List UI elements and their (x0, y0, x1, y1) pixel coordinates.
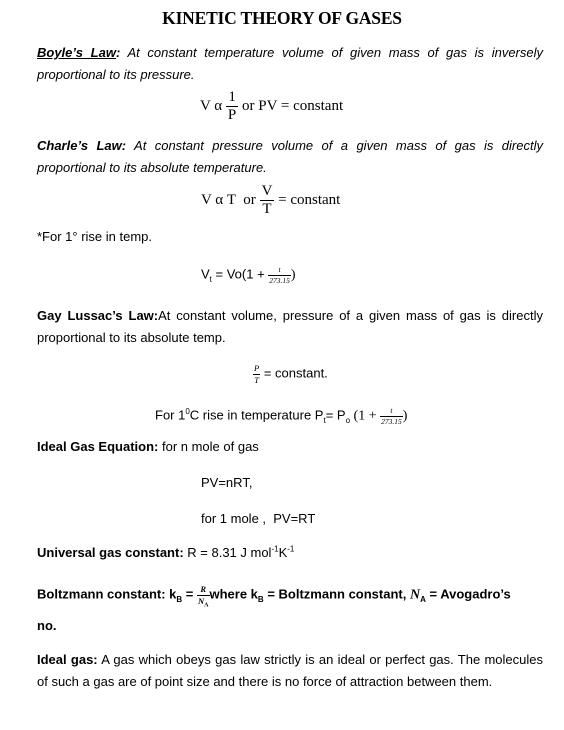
fraction-numerator: t (380, 407, 403, 417)
subscript: o (345, 416, 351, 426)
ideal-gas-label: Ideal gas: (37, 652, 98, 667)
gay-lussac-paragraph (37, 305, 543, 349)
constant-value: R = 8.31 J mol (183, 545, 272, 560)
equation-mid: = Vo(1 + (211, 266, 269, 282)
pv-rt-equation: for 1 mole , PV=RT (201, 511, 316, 526)
subscript: B (176, 595, 183, 605)
pv-nrt-equation: PV=nRT, (201, 475, 253, 490)
boyles-law-text: At constant temperature volume of given mass of gas is inversely proportional to its pressure. (37, 45, 543, 82)
avogadro-symbol: N (409, 587, 421, 603)
superscript: -1 (271, 544, 279, 554)
rise-in-temp-note: *For 1° rise in temp. (37, 229, 153, 244)
closing-paren: ) (290, 267, 296, 283)
equation-rhs: = constant (278, 191, 341, 208)
equation-lhs: V (201, 266, 210, 282)
fraction-denominator: 273.15 (381, 416, 402, 426)
boltzmann-label: Boltzmann constant: k (37, 586, 177, 602)
ideal-gas-paragraph (37, 649, 543, 693)
fraction-numerator: P (254, 363, 260, 373)
subscript: A (420, 595, 426, 605)
fraction (226, 90, 238, 123)
closing-paren: ) (402, 408, 408, 424)
subscript: t (209, 275, 212, 285)
superscript: 0 (185, 407, 190, 417)
equation-lhs: V α (200, 97, 223, 114)
fraction-numerator: R (197, 585, 209, 596)
boltzmann-continuation: no. (37, 618, 57, 633)
fraction-numerator: t (268, 266, 291, 276)
equation-rhs: = constant. (263, 365, 328, 381)
unit-text: K (278, 545, 288, 560)
equals: = (182, 586, 198, 602)
fraction (197, 584, 209, 609)
vt-equation (201, 266, 296, 284)
gay-lussac-equation (253, 364, 328, 384)
fraction-denominator: T (262, 201, 272, 217)
description: = Avogadro’s (425, 586, 511, 602)
subscript: B (257, 595, 264, 605)
fraction-denominator (197, 595, 209, 609)
rise-text: For 1 (155, 407, 186, 423)
gay-lussac-rise-equation (155, 407, 407, 425)
fraction-denominator: 273.15 (269, 275, 290, 285)
charles-law-label: Charle’s Law: (37, 138, 127, 153)
fraction-denominator: T (254, 374, 259, 385)
charles-law-paragraph (37, 135, 543, 179)
subscript: A (204, 602, 209, 609)
subscript: t (323, 416, 326, 426)
equation-lhs: V α T or (201, 191, 256, 208)
universal-gas-constant-label: Universal gas constant: (37, 545, 184, 560)
fraction-numerator: V (261, 183, 273, 199)
fraction-numerator: 1 (226, 90, 238, 107)
ideal-gas-equation-text: for n mole of gas (158, 439, 259, 454)
charles-law-text: At constant pressure volume of a given mass of gas is directly proportional to its absolute temperature. (37, 138, 543, 175)
boyles-law-equation (200, 90, 343, 123)
boyles-law-colon: : (115, 45, 121, 60)
where-text: where k (209, 586, 258, 602)
description: = Boltzmann constant, (263, 586, 410, 602)
boltzmann-constant-line (37, 584, 511, 609)
rise-open: (1 + (350, 408, 381, 424)
fraction (253, 364, 260, 384)
boyles-law-label: Boyle’s Law (37, 45, 116, 60)
fraction (268, 266, 291, 284)
fraction (260, 184, 275, 217)
ideal-gas-equation-line (37, 439, 259, 454)
equation-rhs: or PV = constant (242, 97, 344, 114)
rise-text: = P (325, 407, 346, 423)
gay-lussac-text: At constant volume, pressure of a given mass of gas is directly proportional to its absolute temp. (37, 308, 543, 345)
fraction (380, 407, 403, 425)
boyles-law-paragraph (37, 42, 543, 86)
superscript: -1 (287, 544, 295, 554)
ideal-gas-text: A gas which obeys gas law strictly is an ideal or perfect gas. The molecules of such a gas are of point size and there is no force of attraction between them. (37, 652, 544, 689)
gay-lussac-label: Gay Lussac’s Law: (37, 308, 159, 323)
rise-text: C rise in temperature P (189, 407, 324, 423)
fraction-denominator: P (227, 107, 237, 123)
page-title: KINETIC THEORY OF GASES (162, 8, 402, 28)
ideal-gas-equation-label: Ideal Gas Equation: (37, 439, 159, 454)
denominator-symbol: N (198, 595, 205, 606)
universal-gas-constant-line (37, 545, 294, 560)
charles-law-equation (201, 184, 340, 217)
